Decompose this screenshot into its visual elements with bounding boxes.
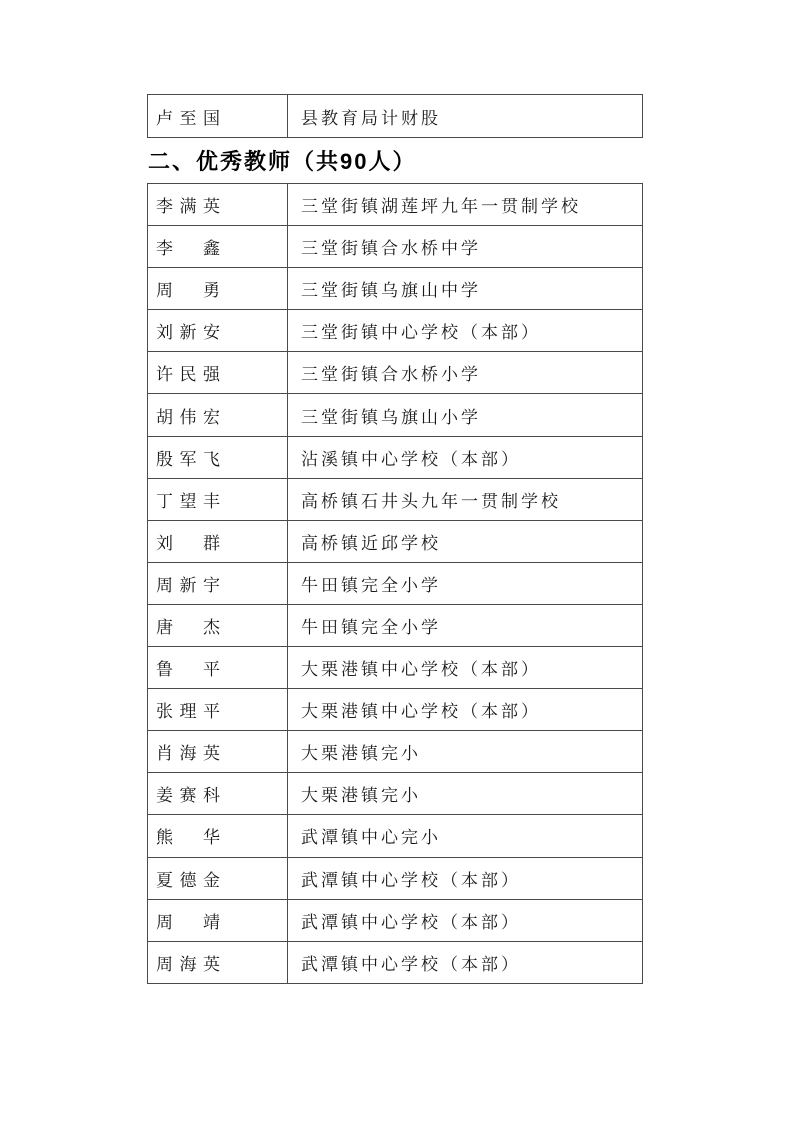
name-cell xyxy=(148,95,288,138)
unit-cell: 三堂街镇湖莲坪九年一贯制学校 xyxy=(288,184,643,226)
unit-cell: 武潭镇中心学校（本部） xyxy=(288,941,643,983)
name-char: 周 xyxy=(156,575,173,595)
name-char: 刘 xyxy=(156,323,173,343)
name-cell xyxy=(148,689,288,731)
name-cell xyxy=(148,604,288,646)
table-row xyxy=(148,394,643,436)
name-char: 唐 xyxy=(156,617,173,637)
name-cell xyxy=(148,268,288,310)
name-char: 鑫 xyxy=(203,239,220,259)
officials-table xyxy=(147,94,643,138)
name-char: 国 xyxy=(203,108,220,128)
name-char: 宏 xyxy=(203,407,220,427)
table-row xyxy=(148,731,643,773)
unit-cell: 武潭镇中心完小 xyxy=(288,815,643,857)
person-name xyxy=(156,104,220,129)
name-char: 伟 xyxy=(179,407,197,427)
name-char: 周 xyxy=(156,912,173,932)
name-cell xyxy=(148,436,288,478)
person-name xyxy=(156,360,220,385)
unit-cell: 县教育局计财股 xyxy=(288,95,643,138)
name-char: 胡 xyxy=(156,407,173,427)
table-row xyxy=(148,562,643,604)
name-char: 海 xyxy=(179,954,197,974)
name-char: 群 xyxy=(203,533,220,553)
name-char: 安 xyxy=(203,323,220,343)
name-char: 新 xyxy=(179,575,197,595)
name-char: 熊 xyxy=(156,828,173,848)
unit-cell: 三堂街镇合水桥中学 xyxy=(288,226,643,268)
unit-cell: 三堂街镇中心学校（本部） xyxy=(288,310,643,352)
table-row xyxy=(148,604,643,646)
name-char: 鲁 xyxy=(156,660,173,680)
table-row xyxy=(148,95,643,138)
name-char: 丁 xyxy=(156,491,173,511)
name-char: 英 xyxy=(203,197,220,217)
name-char: 新 xyxy=(179,323,197,343)
name-cell xyxy=(148,226,288,268)
person-name xyxy=(156,276,220,301)
name-char: 平 xyxy=(203,660,220,680)
name-cell xyxy=(148,352,288,394)
person-name xyxy=(156,318,220,343)
name-char: 理 xyxy=(179,702,197,722)
table-row xyxy=(148,815,643,857)
name-char: 望 xyxy=(179,491,197,511)
name-char: 周 xyxy=(156,954,173,974)
unit-cell: 三堂街镇乌旗山中学 xyxy=(288,268,643,310)
name-cell xyxy=(148,310,288,352)
name-cell xyxy=(148,394,288,436)
name-char: 张 xyxy=(156,702,173,722)
name-cell xyxy=(148,520,288,562)
name-char: 科 xyxy=(203,786,220,806)
table-row xyxy=(148,647,643,689)
teachers-table xyxy=(147,183,643,984)
person-name xyxy=(156,781,220,806)
name-char: 赛 xyxy=(179,786,197,806)
table-row xyxy=(148,478,643,520)
name-char: 至 xyxy=(179,108,197,128)
name-char: 刘 xyxy=(156,533,173,553)
person-name xyxy=(156,739,220,764)
section-heading: 二、优秀教师（共90人） xyxy=(148,149,417,174)
name-char: 许 xyxy=(156,365,173,385)
unit-cell: 沾溪镇中心学校（本部） xyxy=(288,436,643,478)
name-cell xyxy=(148,941,288,983)
name-char: 英 xyxy=(203,954,220,974)
unit-cell: 武潭镇中心学校（本部） xyxy=(288,857,643,899)
person-name xyxy=(156,571,220,596)
person-name xyxy=(156,908,220,933)
name-char: 飞 xyxy=(203,449,220,469)
name-char: 宇 xyxy=(203,575,220,595)
person-name xyxy=(156,403,220,428)
name-char: 平 xyxy=(203,702,220,722)
table-row xyxy=(148,310,643,352)
unit-cell: 大栗港镇完小 xyxy=(288,773,643,815)
name-char: 殷 xyxy=(156,449,173,469)
name-char: 夏 xyxy=(156,870,173,890)
name-char: 丰 xyxy=(203,491,220,511)
name-char: 海 xyxy=(179,744,197,764)
person-name xyxy=(156,487,220,512)
unit-cell: 大栗港镇完小 xyxy=(288,731,643,773)
name-cell xyxy=(148,899,288,941)
name-char: 满 xyxy=(179,197,197,217)
person-name xyxy=(156,613,220,638)
name-cell xyxy=(148,857,288,899)
unit-cell: 三堂街镇合水桥小学 xyxy=(288,352,643,394)
unit-cell: 高桥镇近邱学校 xyxy=(288,520,643,562)
person-name xyxy=(156,655,220,680)
table-row xyxy=(148,184,643,226)
unit-cell: 三堂街镇乌旗山小学 xyxy=(288,394,643,436)
name-char: 肖 xyxy=(156,744,173,764)
name-char: 勇 xyxy=(203,281,220,301)
name-cell xyxy=(148,815,288,857)
table-row xyxy=(148,857,643,899)
table-row xyxy=(148,773,643,815)
name-cell xyxy=(148,562,288,604)
table-row xyxy=(148,941,643,983)
table-row xyxy=(148,226,643,268)
table-row xyxy=(148,352,643,394)
person-name xyxy=(156,697,220,722)
name-char: 靖 xyxy=(203,912,220,932)
unit-cell: 牛田镇完全小学 xyxy=(288,604,643,646)
name-cell xyxy=(148,731,288,773)
unit-cell: 牛田镇完全小学 xyxy=(288,562,643,604)
table-row xyxy=(148,689,643,731)
person-name xyxy=(156,823,220,848)
name-char: 民 xyxy=(179,365,197,385)
unit-cell: 大栗港镇中心学校（本部） xyxy=(288,689,643,731)
name-char: 卢 xyxy=(156,108,173,128)
person-name xyxy=(156,866,220,891)
name-cell xyxy=(148,647,288,689)
unit-cell: 武潭镇中心学校（本部） xyxy=(288,899,643,941)
name-char: 周 xyxy=(156,281,173,301)
name-char: 军 xyxy=(179,449,197,469)
person-name xyxy=(156,529,220,554)
unit-cell: 高桥镇石井头九年一贯制学校 xyxy=(288,478,643,520)
name-char: 金 xyxy=(203,870,220,890)
name-char: 德 xyxy=(179,870,197,890)
name-char: 李 xyxy=(156,197,173,217)
name-char: 强 xyxy=(203,365,220,385)
name-char: 英 xyxy=(203,744,220,764)
name-cell xyxy=(148,184,288,226)
name-char: 李 xyxy=(156,239,173,259)
table-row xyxy=(148,436,643,478)
person-name xyxy=(156,950,220,975)
person-name xyxy=(156,192,220,217)
name-cell xyxy=(148,478,288,520)
table-row xyxy=(148,899,643,941)
name-char: 姜 xyxy=(156,786,173,806)
name-cell xyxy=(148,773,288,815)
table-row xyxy=(148,520,643,562)
name-char: 华 xyxy=(203,828,220,848)
unit-cell: 大栗港镇中心学校（本部） xyxy=(288,647,643,689)
table-row xyxy=(148,268,643,310)
person-name xyxy=(156,445,220,470)
name-char: 杰 xyxy=(203,617,220,637)
person-name xyxy=(156,234,220,259)
